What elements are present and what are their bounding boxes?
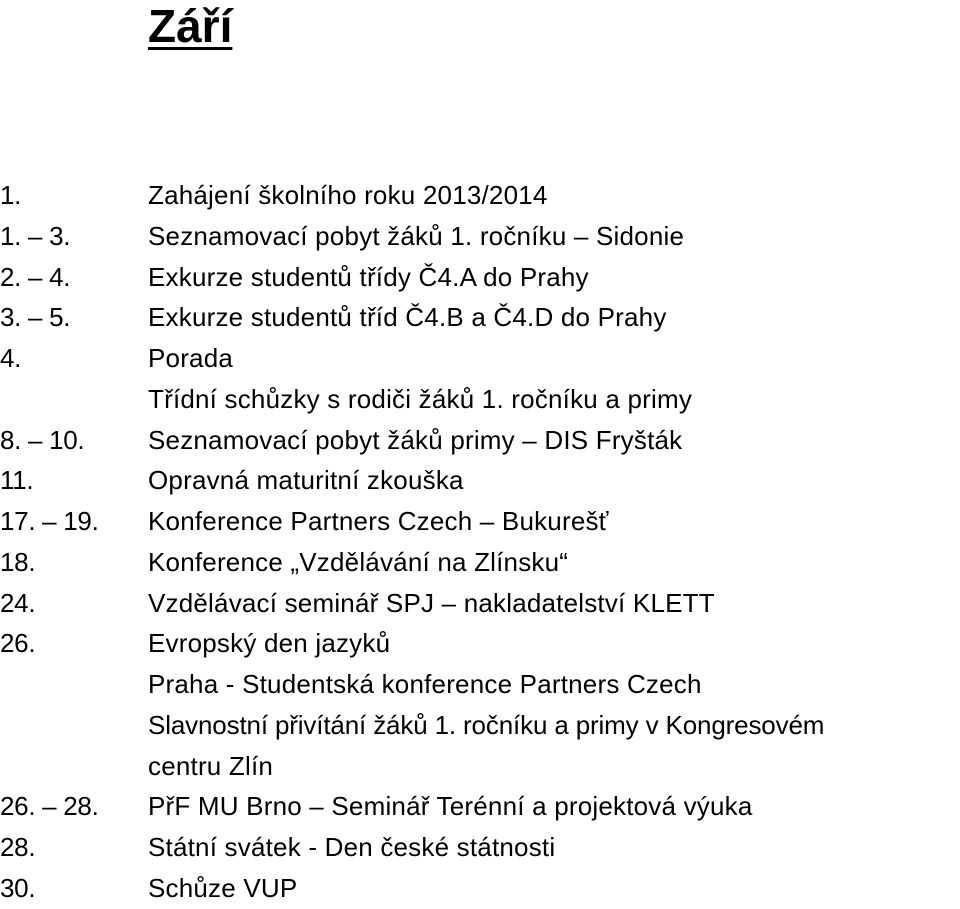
event-description: centru Zlín — [148, 750, 274, 781]
event-row — [0, 216, 960, 257]
event-date: 3. – 5. — [0, 302, 71, 333]
event-row — [0, 786, 960, 827]
event-description: Seznamovací pobyt žáků 1. ročníku – Sidonie — [148, 220, 685, 251]
event-date: 17. – 19. — [0, 506, 99, 536]
event-row — [0, 827, 960, 868]
event-description: Zahájení školního roku 2013/2014 — [148, 180, 548, 210]
event-description: Seznamovací pobyt žáků primy – DIS Fryšták — [148, 424, 683, 455]
event-row — [0, 501, 960, 542]
event-description: Porada — [148, 343, 234, 373]
event-description: Třídní schůzky s rodiči žáků 1. ročníku a primy — [148, 383, 693, 414]
event-row — [0, 257, 960, 298]
event-row — [0, 583, 960, 624]
event-description: Slavnostní přivítání žáků 1. ročníku a primy v Kongresovém — [148, 709, 825, 740]
event-row — [0, 705, 960, 746]
event-description: Schůze VUP — [148, 872, 298, 903]
event-description: Opravná maturitní zkouška — [148, 465, 464, 496]
event-date: 1. – 3. — [0, 220, 71, 251]
event-row — [0, 868, 960, 909]
event-date: 28. — [0, 832, 36, 862]
event-row — [0, 379, 960, 420]
event-date: 4. — [0, 343, 22, 373]
event-date: 26. — [0, 628, 36, 659]
event-row — [0, 420, 960, 461]
event-row — [0, 623, 960, 664]
event-date: 24. — [0, 587, 36, 618]
event-row — [0, 338, 960, 379]
event-description: Státní svátek - Den české státnosti — [148, 832, 556, 862]
event-row — [0, 542, 960, 583]
event-description: Praha - Studentská konference Partners Czech — [148, 669, 702, 699]
event-description: Konference Partners Czech – Bukurešť — [148, 506, 609, 536]
event-date: 1. — [0, 180, 22, 210]
event-date: 30. — [0, 872, 36, 903]
event-description: Exkurze studentů tříd Č4.B a Č4.D do Prahy — [148, 302, 667, 333]
event-row — [0, 746, 960, 787]
event-row — [0, 664, 960, 705]
event-date: 2. – 4. — [0, 261, 71, 292]
event-list — [0, 175, 960, 909]
event-date: 11. — [0, 465, 34, 496]
event-row — [0, 297, 960, 338]
event-date: 18. — [0, 546, 36, 577]
page-title: Září — [148, 0, 233, 52]
event-row — [0, 460, 960, 501]
event-description: Konference „Vzdělávání na Zlínsku“ — [148, 546, 569, 577]
event-description: Evropský den jazyků — [148, 628, 391, 659]
event-row — [0, 175, 960, 216]
event-description: Exkurze studentů třídy Č4.A do Prahy — [148, 261, 589, 292]
event-date: 26. – 28. — [0, 791, 99, 822]
event-description: PřF MU Brno – Seminář Terénní a projektová výuka — [148, 791, 753, 822]
event-description: Vzdělávací seminář SPJ – nakladatelství KLETT — [148, 587, 715, 618]
event-date: 8. – 10. — [0, 424, 85, 455]
